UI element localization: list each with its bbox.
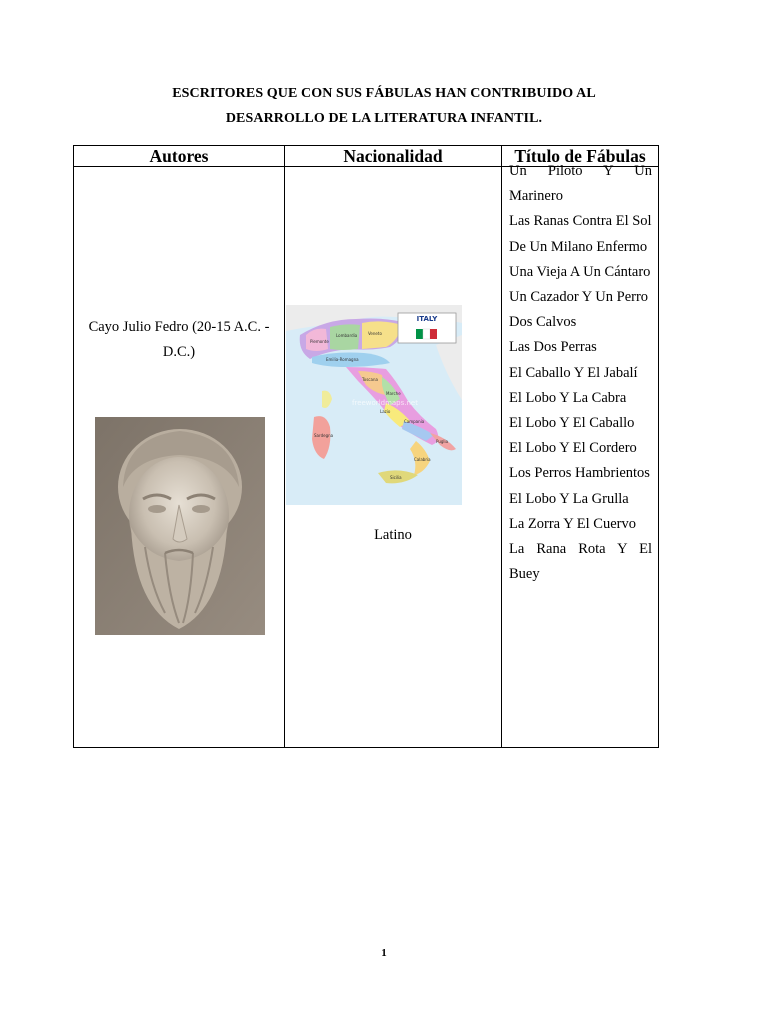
list-item: Una Vieja A Un Cántaro xyxy=(509,263,651,280)
author-name: Cayo Julio Fedro (20-15 A.C. - D.C.) xyxy=(88,319,270,360)
list-item: Dos Calvos xyxy=(509,314,577,331)
list-item: De Un Milano Enfermo xyxy=(509,238,648,255)
svg-text:Sardegna: Sardegna xyxy=(314,433,334,438)
author-portrait-image xyxy=(95,417,265,635)
author-cell xyxy=(74,167,285,748)
fables-cell xyxy=(502,163,659,748)
list-item: El Lobo Y La Cabra xyxy=(509,389,627,406)
header-nacionalidad: Nacionalidad xyxy=(285,146,502,167)
nationality-cell xyxy=(285,167,502,748)
svg-text:Emilia-Romagna: Emilia-Romagna xyxy=(326,357,359,362)
list-item: La Rana Rota Y El Buey xyxy=(509,541,652,583)
document-title-line-2: DESARROLLO DE LA LITERATURA INFANTIL. xyxy=(225,111,543,126)
svg-text:Marche: Marche xyxy=(386,391,401,396)
svg-text:Calabria: Calabria xyxy=(414,457,431,462)
list-item: Las Dos Perras xyxy=(509,339,597,356)
map-country-label-text: ITALY xyxy=(416,315,438,323)
document-title-line-1: ESCRITORES QUE CON SUS FÁBULAS HAN CONTRIBUIDO AL xyxy=(172,86,596,101)
svg-text:Toscana: Toscana xyxy=(362,377,378,382)
list-item: El Lobo Y El Cordero xyxy=(509,440,637,457)
header-titulo-fabulas: Título de Fábulas xyxy=(502,146,659,167)
svg-text:Veneto: Veneto xyxy=(368,331,382,336)
list-item: La Zorra Y El Cuervo xyxy=(509,515,636,532)
map-country-label xyxy=(398,313,456,325)
page-number: 1 xyxy=(381,947,387,959)
svg-text:Lombardia: Lombardia xyxy=(336,333,358,338)
header-autores: Autores xyxy=(74,146,285,167)
svg-text:freeworldmaps.net: freeworldmaps.net xyxy=(352,399,418,407)
svg-text:Lazio: Lazio xyxy=(380,409,391,414)
italy-map-image xyxy=(286,305,462,505)
svg-text:Puglia: Puglia xyxy=(436,439,449,444)
list-item: Un Cazador Y Un Perro xyxy=(509,289,649,306)
table-row xyxy=(74,167,659,748)
svg-text:Campania: Campania xyxy=(404,419,425,424)
nationality-value: Latino xyxy=(374,527,412,543)
svg-text:Sicilia: Sicilia xyxy=(390,475,402,480)
svg-text:Piemonte: Piemonte xyxy=(310,339,329,344)
fables-list xyxy=(502,159,658,587)
authors-table xyxy=(73,145,659,748)
list-item: Un Piloto Y Un Marinero xyxy=(509,163,652,205)
list-item: El Caballo Y El Jabalí xyxy=(509,364,638,381)
list-item: El Lobo Y La Grulla xyxy=(509,490,629,507)
list-item: Los Perros Hambrientos xyxy=(509,465,650,482)
list-item: Las Ranas Contra El Sol xyxy=(509,213,652,230)
list-item: El Lobo Y El Caballo xyxy=(509,415,635,432)
